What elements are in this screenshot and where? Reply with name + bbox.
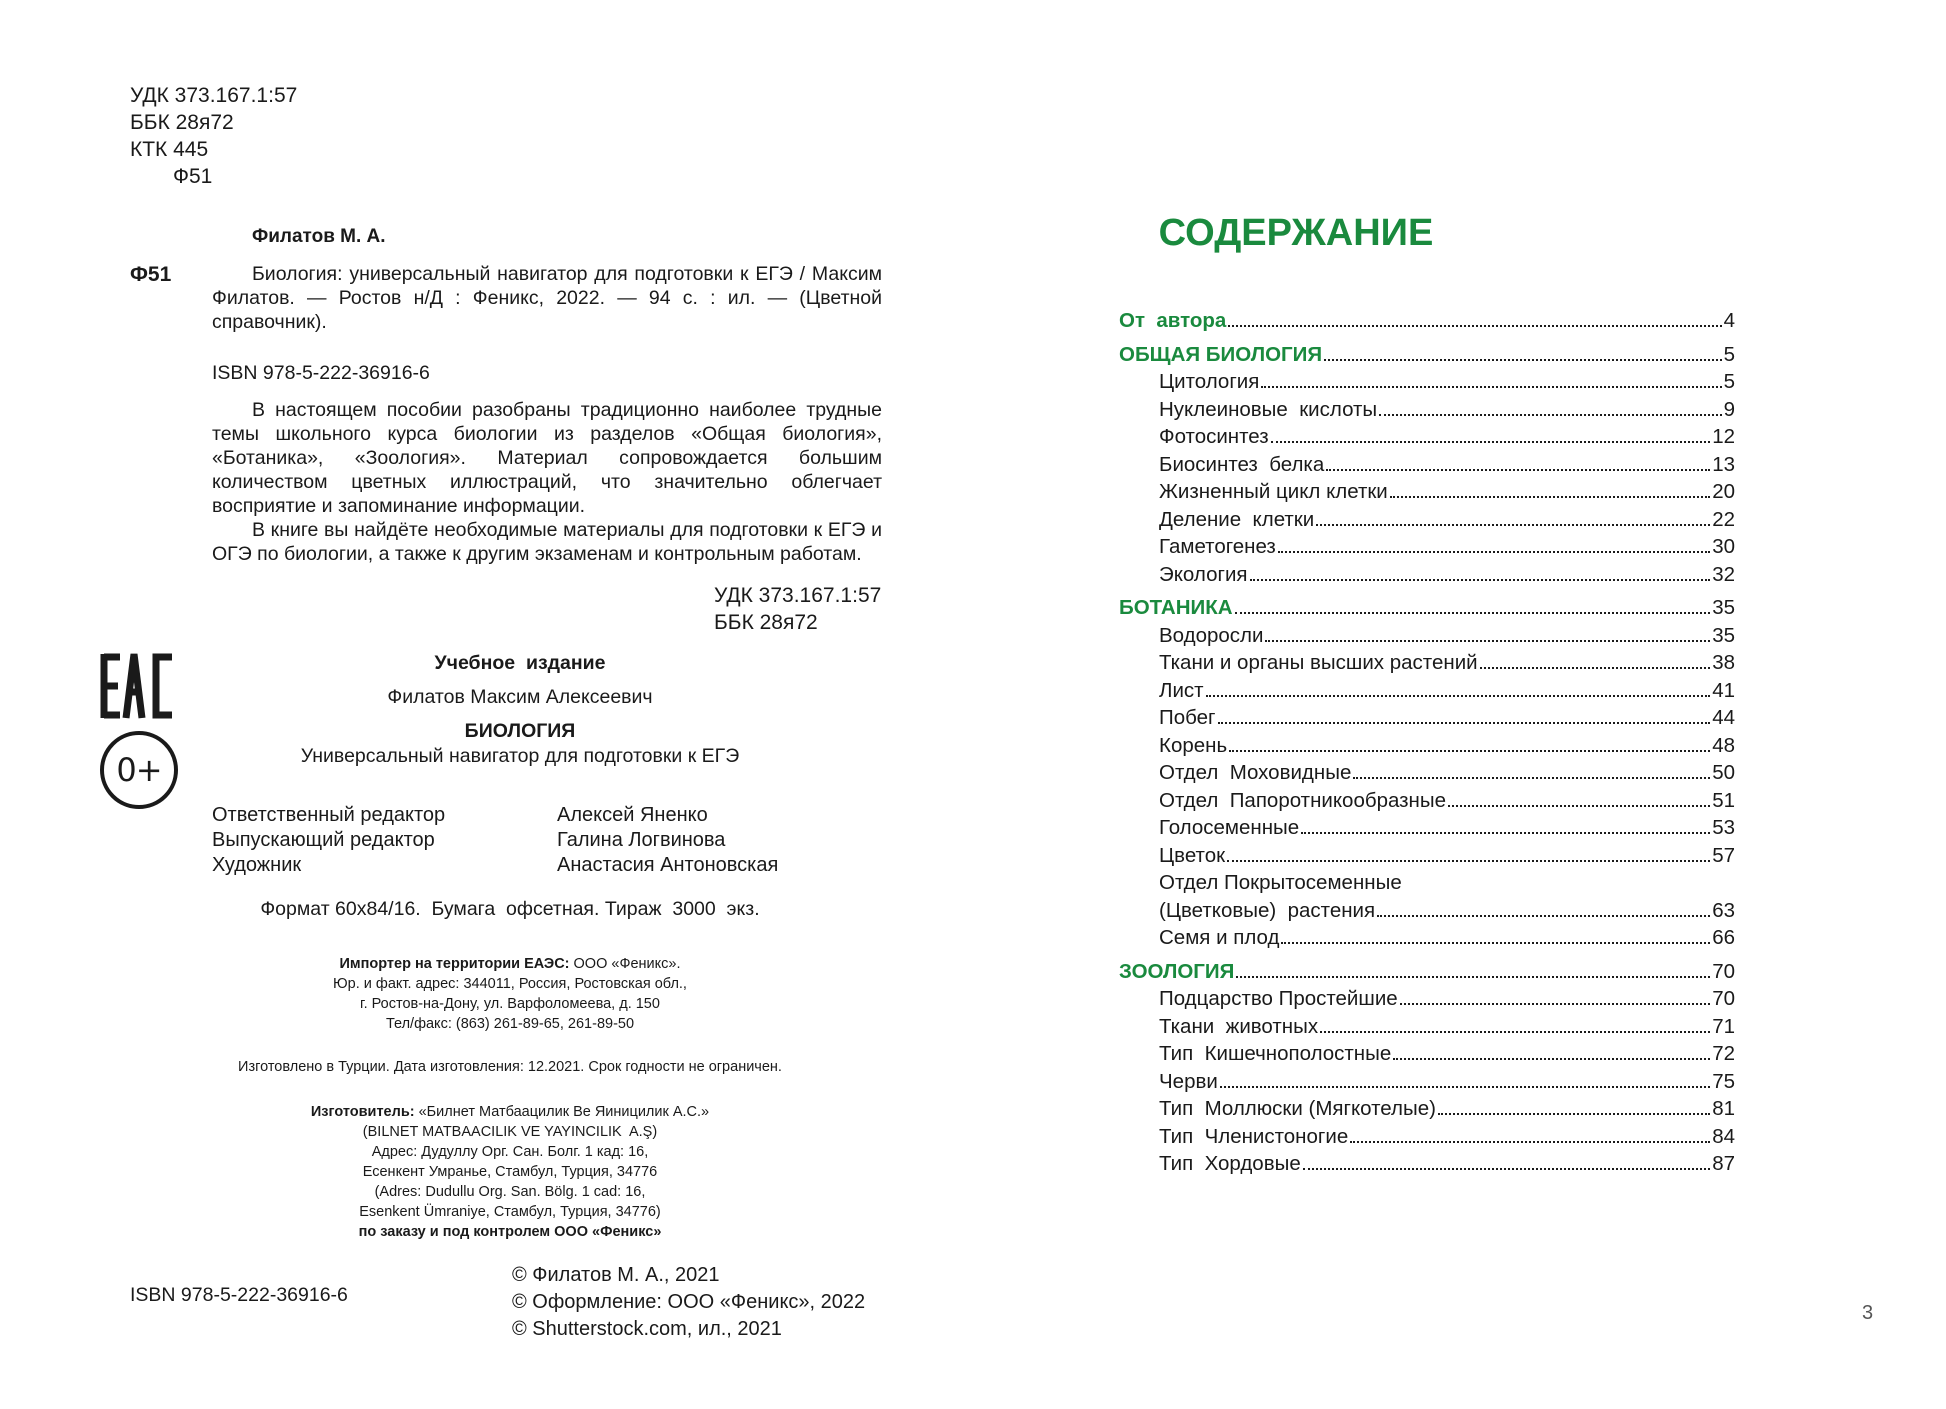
manufacturer-label: Изготовитель: bbox=[310, 1104, 415, 1120]
toc-entry-label: Тип Членистоногие bbox=[1159, 1124, 1349, 1148]
toc-entry bbox=[1119, 423, 1735, 451]
toc-entry-page: 48 bbox=[1712, 733, 1735, 757]
format-line: Формат 60х84/16. Бумага офсетная. Тираж 3000 экз. bbox=[260, 898, 760, 920]
toc-entry-label: Ткани и органы высших растений bbox=[1159, 651, 1478, 674]
toc-leader-dots bbox=[1400, 1003, 1711, 1005]
toc-entry-page: 30 bbox=[1712, 535, 1735, 558]
toc-entry-label: Тип Кишечнополостные bbox=[1159, 1042, 1392, 1065]
credit-name: Галина Логвинова bbox=[557, 829, 726, 851]
toc-entry-page: 22 bbox=[1712, 507, 1735, 531]
toc-entry bbox=[1119, 924, 1735, 952]
bbk-code: ББК 28я72 bbox=[130, 111, 234, 134]
toc-entry bbox=[1119, 533, 1735, 561]
classification-codes bbox=[130, 82, 297, 190]
toc-entry-page: 9 bbox=[1723, 397, 1735, 421]
toc-entry-label: Жизненный цикл клетки bbox=[1159, 480, 1388, 503]
author-full: Филатов Максим Алексеевич bbox=[387, 686, 653, 708]
copyright-block bbox=[512, 1262, 865, 1343]
toc-entry-page: 71 bbox=[1712, 1014, 1735, 1038]
copyright-line: © Shutterstock.com, ил., 2021 bbox=[512, 1318, 782, 1340]
toc-entry-label: Экология bbox=[1159, 562, 1248, 586]
toc-section-entry bbox=[1119, 307, 1735, 335]
toc-entry bbox=[1119, 704, 1735, 732]
toc-entry-page: 13 bbox=[1712, 452, 1735, 476]
toc-entry bbox=[1119, 649, 1735, 677]
book-title: БИОЛОГИЯ bbox=[464, 720, 576, 742]
toc-entry-page: 57 bbox=[1712, 843, 1735, 867]
annotation-p2: В книге вы найдёте необходимые материалы для подготовки к ЕГЭ и ОГЭ по биологии, а также к другим экзаменам и контрольным работам. bbox=[212, 519, 882, 565]
toc-leader-dots bbox=[1326, 469, 1710, 471]
toc-entry bbox=[1119, 1123, 1735, 1151]
toc-leader-dots bbox=[1229, 750, 1710, 752]
cutter-mark: Ф51 bbox=[130, 263, 172, 286]
toc-entry bbox=[1119, 561, 1735, 589]
credit-name: Алексей Яненко bbox=[557, 804, 708, 826]
manufacturer-line: Адрес: Дудуллу Орг. Сан. Болг. 1 кад: 16, bbox=[371, 1144, 649, 1160]
toc-entry-page: 4 bbox=[1723, 309, 1735, 332]
toc-entry bbox=[1119, 842, 1735, 870]
toc-leader-dots bbox=[1353, 777, 1710, 779]
toc-entry-page: 41 bbox=[1712, 678, 1735, 702]
importer-block bbox=[160, 954, 860, 1034]
manufacturer-line: Esenkent Ümraniye, Стамбул, Турция, 34776) bbox=[359, 1204, 661, 1220]
bbk-right: ББК 28я72 bbox=[714, 611, 818, 634]
toc-entry bbox=[1119, 759, 1735, 787]
made-in-line: Изготовлено в Турции. Дата изготовления: 12.2021. Срок годности не ограничен. bbox=[238, 1059, 782, 1075]
toc-entry-page: 87 bbox=[1712, 1152, 1735, 1175]
toc-entry-page: 72 bbox=[1712, 1042, 1735, 1065]
toc-leader-dots bbox=[1227, 860, 1710, 862]
credit-role: Ответственный редактор bbox=[212, 804, 446, 826]
toc-leader-dots bbox=[1250, 579, 1711, 581]
toc-entry bbox=[1119, 1068, 1735, 1096]
importer-address-1: Юр. и факт. адрес: 344011, Россия, Ростовская обл., bbox=[333, 976, 687, 992]
udk-right: УДК 373.167.1:57 bbox=[714, 584, 882, 607]
toc-entry-label: Биосинтез белка bbox=[1159, 452, 1325, 476]
toc-leader-dots bbox=[1316, 524, 1710, 526]
toc-entry-label: Отдел Папоротникообразные bbox=[1159, 788, 1447, 812]
toc-leader-dots bbox=[1324, 359, 1721, 361]
toc-leader-dots bbox=[1218, 722, 1711, 724]
toc-leader-dots bbox=[1235, 612, 1711, 614]
credit-role: Выпускающий редактор bbox=[212, 829, 435, 851]
author-mark: Ф51 bbox=[173, 165, 213, 188]
toc-leader-dots bbox=[1393, 1058, 1710, 1060]
toc-entry bbox=[1119, 1040, 1735, 1068]
importer-phone: Тел/факс: (863) 261-89-65, 261-89-50 bbox=[385, 1016, 635, 1032]
toc-entry-page: 51 bbox=[1712, 788, 1735, 812]
toc-leader-dots bbox=[1377, 915, 1710, 917]
toc-entry-label: Нуклеиновые кислоты bbox=[1159, 397, 1378, 421]
toc-entry bbox=[1119, 1095, 1735, 1123]
toc-entry-label: Черви bbox=[1159, 1069, 1218, 1093]
toc-entry-label: Деление клетки bbox=[1159, 507, 1315, 531]
toc-leader-dots bbox=[1220, 1086, 1710, 1088]
toc-entry-label: Гаметогенез bbox=[1159, 535, 1276, 558]
toc-leader-dots bbox=[1379, 414, 1721, 416]
toc-leader-dots bbox=[1480, 667, 1711, 669]
manufacturer-line: Есенкент Умранье, Стамбул, Турция, 34776 bbox=[362, 1164, 658, 1180]
book-subtitle: Универсальный навигатор для подготовки к ЕГЭ bbox=[300, 745, 740, 767]
toc-entry-page: 84 bbox=[1712, 1124, 1735, 1148]
toc-leader-dots bbox=[1278, 551, 1710, 553]
credits-list bbox=[212, 803, 812, 878]
toc-entry-page: 38 bbox=[1712, 651, 1735, 674]
toc-entry bbox=[1119, 869, 1735, 897]
toc-entry-label: Лист bbox=[1159, 678, 1204, 702]
toc-entry-label: От автора bbox=[1119, 309, 1227, 332]
toc-entry bbox=[1119, 814, 1735, 842]
credit-name: Анастасия Антоновская bbox=[557, 854, 779, 876]
toc-entry-label: Подцарство Простейшие bbox=[1159, 987, 1398, 1010]
table-of-contents bbox=[1119, 307, 1735, 1178]
author-header: Филатов М. А. bbox=[252, 226, 386, 247]
toc-entry-page: 70 bbox=[1712, 959, 1735, 983]
page-number: 3 bbox=[1862, 1302, 1874, 1324]
toc-entry bbox=[1119, 1150, 1735, 1178]
toc-entry-page: 63 bbox=[1712, 898, 1735, 922]
toc-entry bbox=[1119, 478, 1735, 506]
toc-leader-dots bbox=[1350, 1141, 1710, 1143]
toc-entry bbox=[1119, 368, 1735, 396]
importer-address-2: г. Ростов-на-Дону, ул. Варфоломеева, д. 150 bbox=[360, 996, 660, 1012]
toc-entry bbox=[1119, 787, 1735, 815]
toc-leader-dots bbox=[1320, 1031, 1710, 1033]
credit-role: Художник bbox=[212, 854, 302, 876]
toc-entry-page: 81 bbox=[1712, 1097, 1735, 1120]
toc-leader-dots bbox=[1448, 805, 1710, 807]
credit-row bbox=[212, 853, 812, 878]
toc-entry bbox=[1119, 677, 1735, 705]
toc-leader-dots bbox=[1236, 976, 1710, 978]
toc-leader-dots bbox=[1303, 1168, 1710, 1170]
age-rating-badge: 0+ bbox=[100, 731, 178, 809]
edition-type: Учебное издание bbox=[434, 652, 606, 674]
manufacturer-line: (Adres: Dudullu Org. San. Bölg. 1 cad: 16, bbox=[374, 1184, 646, 1200]
credit-row bbox=[212, 828, 812, 853]
ktk-code: КТК 445 bbox=[130, 138, 209, 161]
toc-section-entry bbox=[1119, 341, 1735, 369]
toc-entry bbox=[1119, 985, 1735, 1013]
toc-entry-label: Побег bbox=[1159, 706, 1216, 729]
importer-name: ООО «Феникс». bbox=[569, 956, 681, 972]
toc-entry-label: Водоросли bbox=[1159, 623, 1264, 647]
toc-entry-label: Корень bbox=[1159, 733, 1228, 757]
toc-entry bbox=[1119, 451, 1735, 479]
toc-entry-page: 12 bbox=[1712, 425, 1735, 448]
toc-entry-label: Отдел Моховидные bbox=[1159, 761, 1352, 784]
toc-entry-label: Семя и плод bbox=[1159, 926, 1280, 949]
manufacturer-block bbox=[160, 1102, 860, 1242]
bib-description: Биология: универсальный навигатор для подготовки к ЕГЭ / Максим Филатов. — Ростов н/Д : Феникс, 2022. — 94 с. : ил. — (Цветной справочник). bbox=[212, 263, 882, 333]
toc-entry-label: Голосеменные bbox=[1159, 816, 1300, 839]
annotation-p1: В настоящем пособии разобраны традиционно наиболее трудные темы школьного курса биологии из разделов «Общая биология», «Ботаника», «Зоология». Материал сопровождается большим количеством цветных иллюстраций, что значительно облегчает восприятие и запоминание информации. bbox=[212, 399, 882, 517]
toc-entry-page: 53 bbox=[1712, 816, 1735, 839]
toc-entry-page: 32 bbox=[1712, 562, 1735, 586]
manufacturer-line: (BILNET MATBAACILIK VE YAYINCILIK A.Ş) bbox=[362, 1124, 658, 1140]
toc-entry-page: 5 bbox=[1723, 342, 1735, 366]
toc-entry-label: Тип Хордовые bbox=[1159, 1152, 1301, 1175]
toc-entry-page: 50 bbox=[1712, 761, 1735, 784]
toc-section-entry bbox=[1119, 594, 1735, 622]
toc-entry-label: (Цветковые) растения bbox=[1159, 898, 1376, 922]
toc-entry-label: ЗООЛОГИЯ bbox=[1119, 959, 1235, 983]
toc-entry bbox=[1119, 732, 1735, 760]
eac-mark-icon bbox=[100, 652, 176, 720]
toc-leader-dots bbox=[1271, 441, 1711, 443]
toc-entry-page: 66 bbox=[1712, 926, 1735, 949]
toc-entry-page: 44 bbox=[1712, 706, 1735, 729]
order-line: по заказу и под контролем ООО «Феникс» bbox=[358, 1224, 662, 1240]
toc-entry-page: 20 bbox=[1712, 480, 1735, 503]
toc-title: СОДЕРЖАНИЕ bbox=[1158, 212, 1434, 254]
toc-leader-dots bbox=[1390, 496, 1710, 498]
toc-entry bbox=[1119, 1013, 1735, 1041]
toc-entry-label: Цветок bbox=[1159, 843, 1226, 867]
toc-leader-dots bbox=[1265, 640, 1710, 642]
toc-entry-page: 70 bbox=[1712, 987, 1735, 1010]
copyright-line: © Оформление: ООО «Феникс», 2022 bbox=[512, 1291, 866, 1313]
toc-entry-page: 35 bbox=[1712, 623, 1735, 647]
toc-entry-page: 5 bbox=[1723, 370, 1735, 393]
importer-label: Импортер на территории ЕАЭС: bbox=[339, 956, 570, 972]
manufacturer-title bbox=[160, 1102, 860, 1122]
toc-entry-label: Ткани животных bbox=[1159, 1014, 1319, 1038]
toc-leader-dots bbox=[1281, 942, 1710, 944]
isbn-bottom: ISBN 978-5-222-36916-6 bbox=[130, 1284, 348, 1306]
toc-section-entry bbox=[1119, 958, 1735, 986]
copyright-line: © Филатов М. А., 2021 bbox=[512, 1264, 720, 1286]
toc-entry-page: 75 bbox=[1712, 1069, 1735, 1093]
toc-entry-label: Тип Моллюски (Мягкотелые) bbox=[1159, 1097, 1436, 1120]
isbn-line: ISBN 978-5-222-36916-6 bbox=[212, 362, 430, 384]
toc-entry-label: БОТАНИКА bbox=[1119, 596, 1233, 619]
toc-leader-dots bbox=[1438, 1113, 1710, 1115]
toc-entry-label: Отдел Покрытосеменные bbox=[1159, 871, 1402, 894]
toc-entry bbox=[1119, 897, 1735, 925]
toc-leader-dots bbox=[1261, 386, 1721, 388]
toc-entry bbox=[1119, 396, 1735, 424]
toc-entry bbox=[1119, 622, 1735, 650]
toc-leader-dots bbox=[1206, 695, 1711, 697]
toc-entry-page: 35 bbox=[1712, 596, 1735, 619]
toc-entry bbox=[1119, 506, 1735, 534]
manufacturer-name: «Билнет Матбаацилик Ве Яиницилик А.С.» bbox=[414, 1104, 710, 1120]
udk-code: УДК 373.167.1:57 bbox=[130, 84, 298, 107]
toc-entry-label: ОБЩАЯ БИОЛОГИЯ bbox=[1119, 342, 1323, 366]
toc-leader-dots bbox=[1228, 325, 1721, 327]
toc-entry-label: Цитология bbox=[1159, 370, 1260, 393]
credit-row bbox=[212, 803, 812, 828]
toc-entry-label: Фотосинтез bbox=[1159, 425, 1269, 448]
importer-title bbox=[160, 954, 860, 974]
toc-leader-dots bbox=[1301, 832, 1710, 834]
